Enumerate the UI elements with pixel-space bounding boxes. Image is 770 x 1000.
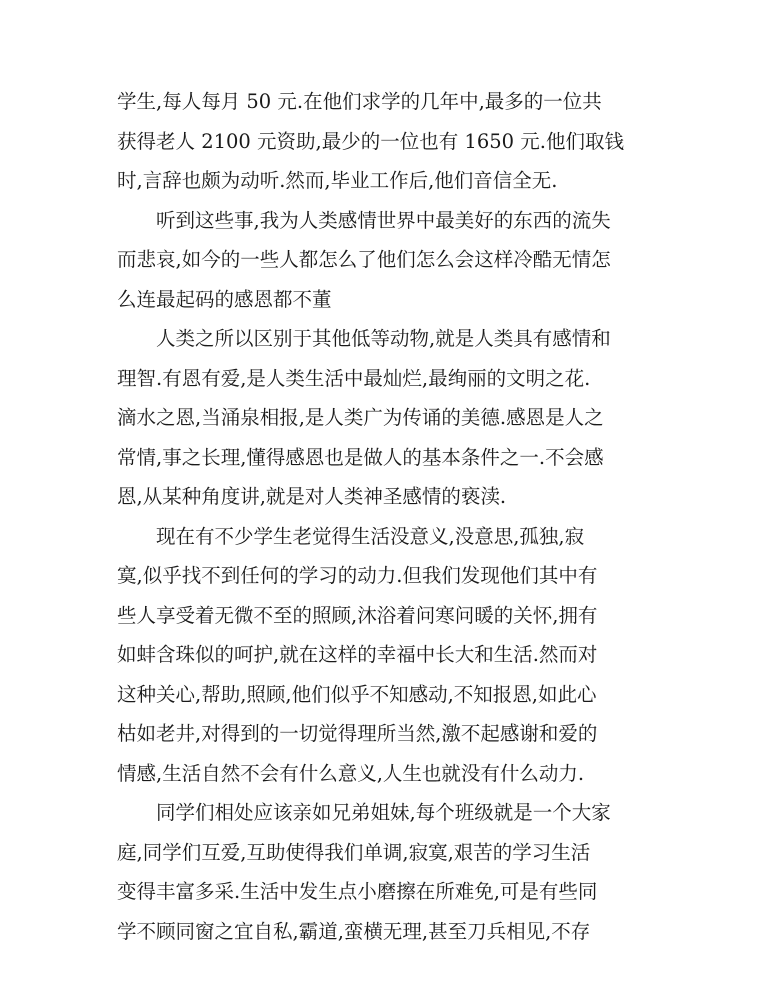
text-line: 么连最起码的感恩都不董 xyxy=(117,287,332,311)
text-line: 现在有不少学生老觉得生活没意义,没意思,孤独,寂 xyxy=(156,524,585,548)
text-line: 人类之所以区别于其他低等动物,就是人类具有感情和 xyxy=(156,327,611,350)
text-line: 些人享受着无微不至的照顾,沐浴着问寒问暖的关怀,拥有 xyxy=(117,603,598,627)
paragraph xyxy=(117,517,657,794)
text-line: 同学们相处应该亲如兄弟姐妹,每个班级就是一个大家 xyxy=(156,801,611,824)
paragraph xyxy=(117,201,657,320)
text-line: 学不顾同窗之宜自私,霸道,蛮横无理,甚至刀兵相见,不存 xyxy=(117,919,591,943)
text-line: 时,言辞也颇为动听.然而,毕业工作后,他们音信全无. xyxy=(117,169,558,192)
text-line: 常情,事之长理,懂得感恩也是做人的基本条件之一.不会感 xyxy=(117,445,604,469)
text-line: 变得丰富多采.生活中发生点小磨擦在所难免,可是有些同 xyxy=(117,880,598,903)
text-line: 枯如老井,对得到的一切觉得理所当然,激不起感谢和爱的 xyxy=(117,722,598,745)
text-line: 恩,从某种角度讲,就是对人类神圣感情的亵渎. xyxy=(117,485,507,508)
text-line: 滴水之恩,当涌泉相报,是人类广为传诵的美德.感恩是人之 xyxy=(117,406,604,429)
paragraph xyxy=(117,82,657,201)
paragraph xyxy=(117,793,657,951)
text-line: 庭,同学们互爱,互助使得我们单调,寂寞,艰苦的学习生活 xyxy=(117,840,591,864)
text-line: 情感,生活自然不会有什么意义,人生也就没有什么动力. xyxy=(117,761,585,785)
text-line: 寞,似乎找不到任何的学习的动力.但我们发现他们其中有 xyxy=(117,564,598,587)
text-line: 理智.有恩有爱,是人类生活中最灿烂,最绚丽的文明之花. xyxy=(117,366,591,390)
text-line: 而悲哀,如今的一些人都怎么了他们怎么会这样冷酷无情怎 xyxy=(117,248,611,271)
text-line: 学生,每人每月 50 元.在他们求学的几年中,最多的一位共 xyxy=(117,90,602,113)
document-body xyxy=(117,82,657,951)
text-line: 这种关心,帮助,照顾,他们似乎不知感动,不知报恩,如此心 xyxy=(117,682,597,706)
text-line: 获得老人 2100 元资助,最少的一位也有 1650 元.他们取钱 xyxy=(117,129,624,153)
text-line: 如蚌含珠似的呵护,就在这样的幸福中长大和生活.然而对 xyxy=(117,643,598,666)
paragraph xyxy=(117,319,657,517)
text-line: 听到这些事,我为人类感情世界中最美好的东西的流失 xyxy=(156,208,611,232)
